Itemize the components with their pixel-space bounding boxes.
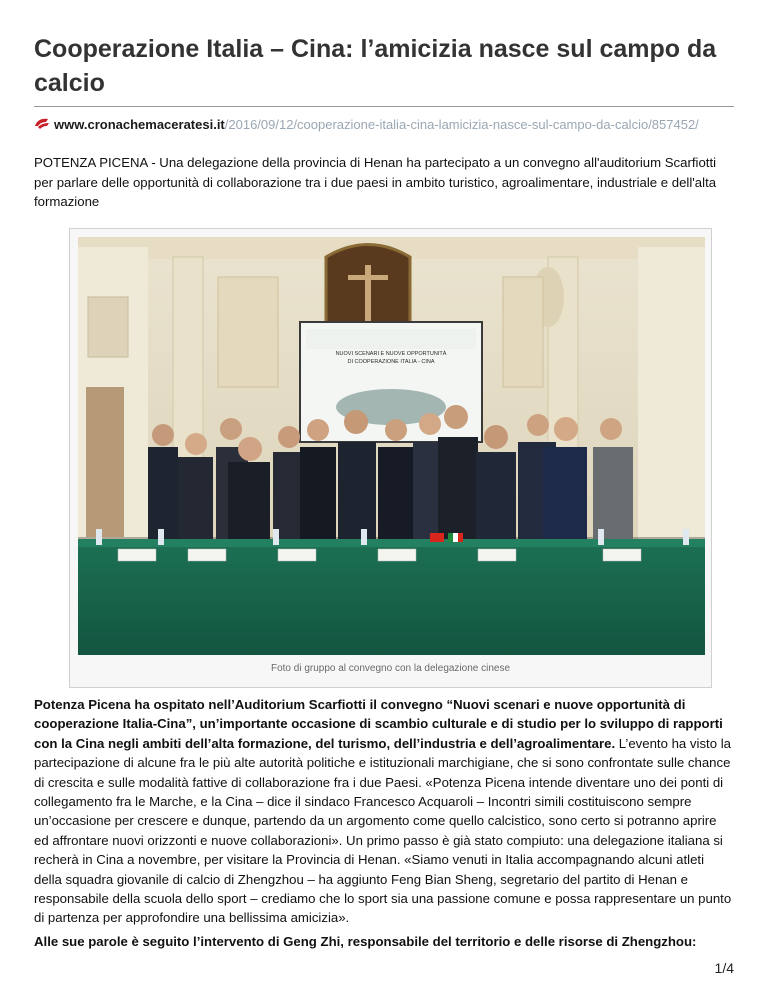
screen-title-line1: NUOVI SCENARI E NUOVE OPPORTUNITÀ: [335, 351, 447, 357]
article-body: [34, 695, 734, 928]
china-flag: [430, 533, 444, 542]
source-domain: www.cronachemaceratesi.it: [54, 117, 225, 132]
photo-caption: Foto di gruppo al convegno con la delegazione cinese: [270, 663, 511, 674]
article-lead-text: L’evento ha visto la partecipazione di alcune fra le più alte autorità politiche e istituzionali marchigiane, che si sono confrontate sulle chance di crescita e sulle modalità fattive di collaborazione fra i due Paesi. «Potenza Picena intende diventare uno dei ponti di collegamento fra le Marche, e la Cina – dice il sindaco Francesco Acquaroli – Incontri simili costituiscono sempre un’occasione per crescere e dunque, partendo da un argomento come quello calcistico, sono certo si potranno aprire ed affrontare nuovi orizzonti e nuove collaborazioni». Un primo passo è già stato compiuto: una delegazione italiana si recherà in Cina a novembre, per visitare la Provincia di Henan. «Siamo venuti in Italia accompagnando alcuni atleti della squadra giovanile di calcio di Zhengzhou – ha aggiunto Feng Bian Sheng, segretario del partito di Henan e responsabile della scuola dello sport – crediamo che lo sport sia una passione comune e possa rappresentare un punto di partenza per approfondire una bellissima amicizia».: [34, 735, 732, 926]
photo-figure: [69, 228, 712, 688]
group-photo: [78, 237, 705, 655]
page-number: 1/4: [714, 960, 734, 976]
article-next-paragraph: Alle sue parole è seguito l’intervento di Geng Zhi, responsabile del territorio e delle risorse di Zhengzhou:: [34, 934, 697, 949]
article-title: Cooperazione Italia – Cina: l’amicizia nasce sul campo da calcio: [34, 35, 717, 97]
newspaper-logo-icon: [34, 117, 50, 131]
delegation-people: [148, 405, 633, 552]
article-lead-bold: Potenza Picena ha ospitato nell’Auditorium Scarfiotti il convegno “Nuovi scenari e nuove opportunità di cooperazione Italia-Cina”, un’importante occasione di scambio culturale e di studio per lo sviluppo di rapporti con la Cina negli ambiti dell’alta formazione, del turismo, dell’industria e dell’agroalimentare.: [34, 697, 723, 751]
source-path: /2016/09/12/cooperazione-italia-cina-lamicizia-nasce-sul-campo-da-calcio/857452/: [224, 117, 699, 132]
title-divider: [34, 106, 734, 107]
source-link[interactable]: [34, 117, 699, 132]
article-intro: POTENZA PICENA - Una delegazione della provincia di Henan ha partecipato a un convegno all'auditorium Scarfiotti per parlare delle opportunità di collaborazione tra i due paesi in ambito turistico, agroalimentare, industriale e dell'alta formazione: [34, 155, 717, 210]
screen-title-line2: DI COOPERAZIONE ITALIA - CINA: [347, 359, 435, 365]
